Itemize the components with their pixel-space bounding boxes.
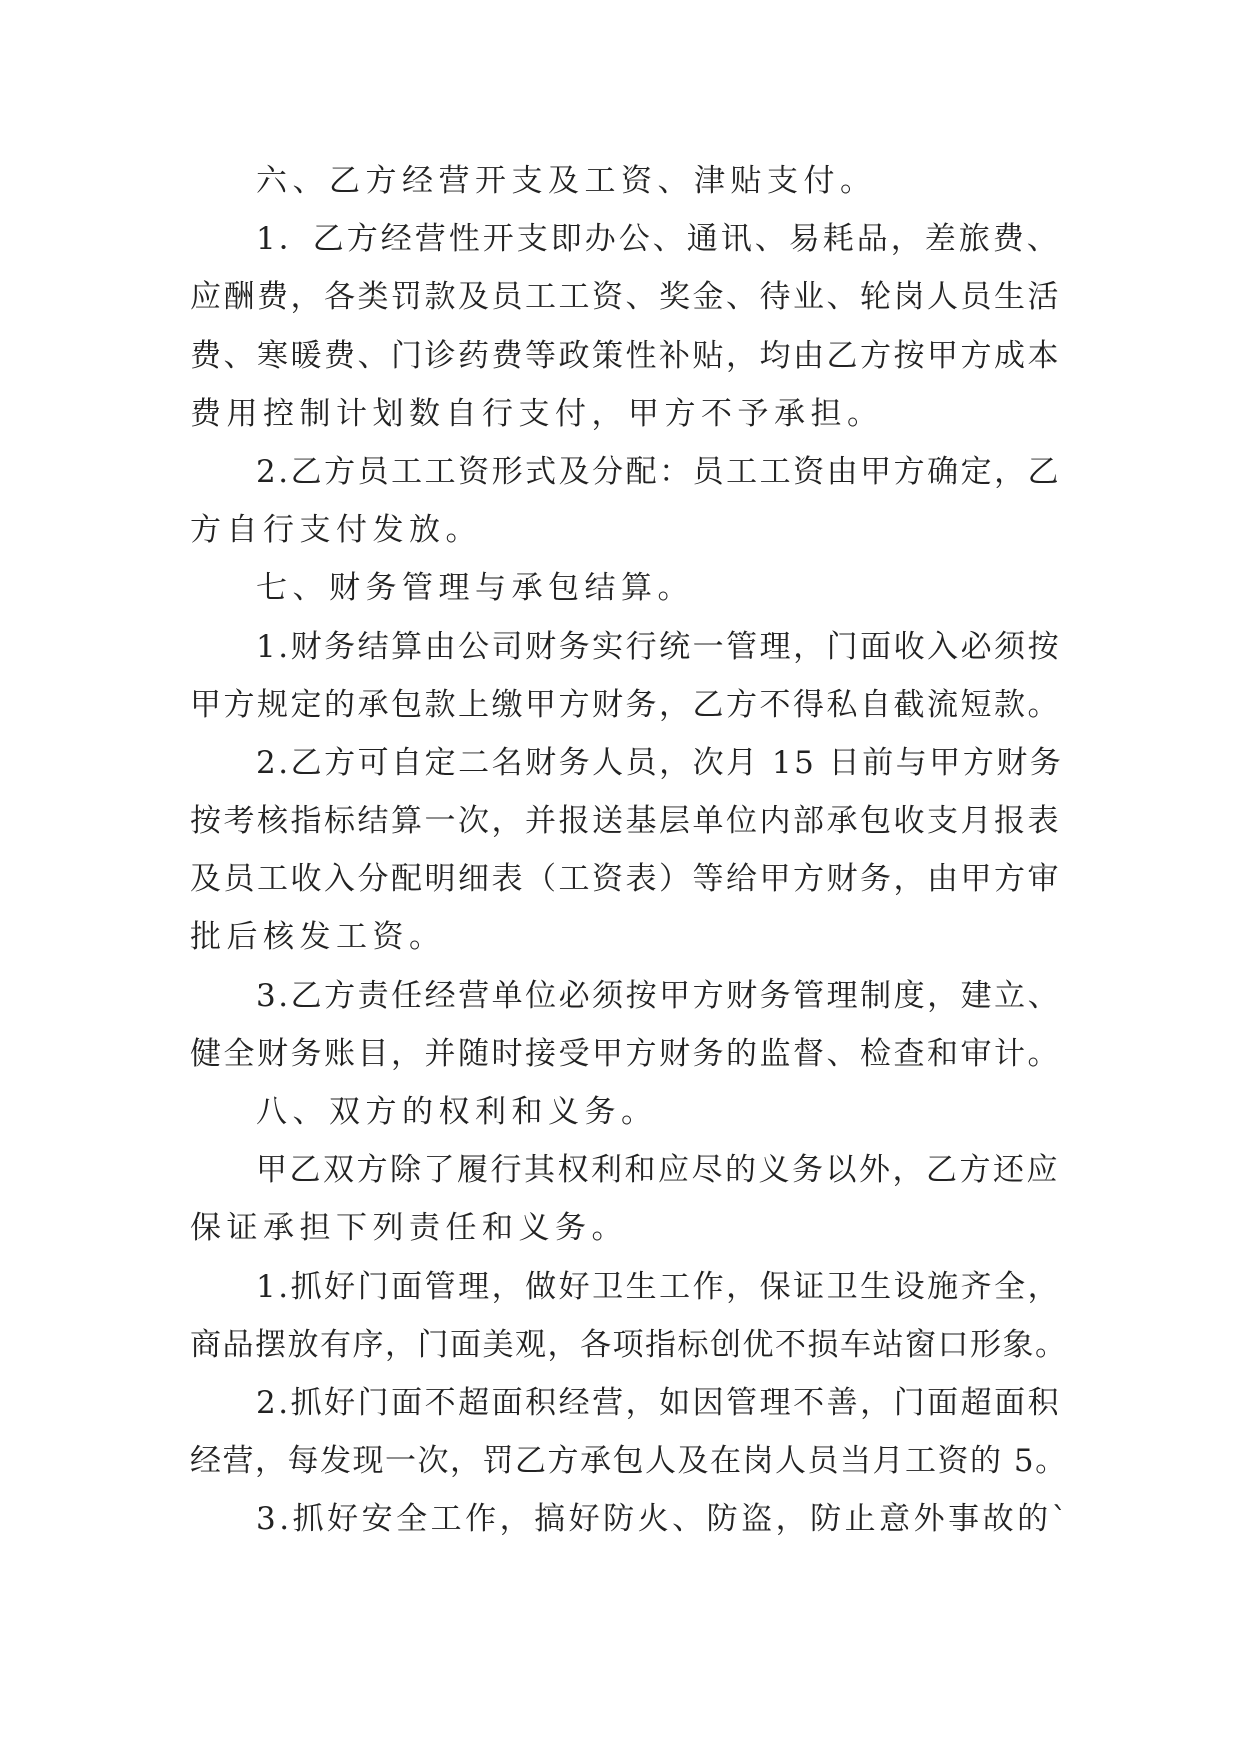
text-line: 按考核指标结算一次，并报送基层单位内部承包收支月报表 bbox=[190, 803, 1061, 840]
text-line: 商品摆放有序，门面美观，各项指标创优不损车站窗口形象。 bbox=[190, 1326, 1068, 1363]
text-line: 应酬费，各类罚款及员工工资、奖金、待业、轮岗人员生活 bbox=[190, 279, 1061, 316]
text-line: 及员工收入分配明细表（工资表）等给甲方财务，由甲方审 bbox=[190, 861, 1061, 898]
text-line: 健全财务账目，并随时接受甲方财务的监督、检查和审计。 bbox=[190, 1035, 1061, 1072]
text-line: 1.财务结算由公司财务实行统一管理，门面收入必须按 bbox=[256, 628, 1062, 665]
text-line: 方自行支付发放。 bbox=[190, 512, 482, 549]
text-line: 2.抓好门面不超面积经营，如因管理不善，门面超面积 bbox=[256, 1384, 1062, 1421]
text-line: 费、寒暖费、门诊药费等政策性补贴，均由乙方按甲方成本 bbox=[190, 337, 1061, 374]
text-line: 经营，每发现一次，罚乙方承包人及在岗人员当月工资的 5。 bbox=[190, 1443, 1068, 1480]
text-line: 3.乙方责任经营单位必须按甲方财务管理制度，建立、 bbox=[256, 977, 1062, 1014]
text-line: 六、乙方经营开支及工资、津贴支付。 bbox=[256, 163, 877, 199]
text-line: 3.抓好安全工作，搞好防火、防盗，防止意外事故的` bbox=[256, 1501, 1071, 1538]
text-line: 八、双方的权利和义务。 bbox=[256, 1094, 658, 1130]
text-line: 2.乙方员工工资形式及分配：员工工资由甲方确定，乙 bbox=[256, 453, 1062, 490]
text-line: 2.乙方可自定二名财务人员，次月 15 日前与甲方财务 bbox=[256, 744, 1064, 781]
text-line: 保证承担下列责任和义务。 bbox=[190, 1210, 628, 1247]
document-body bbox=[190, 152, 1070, 1549]
text-line: 费用控制计划数自行支付，甲方不予承担。 bbox=[190, 395, 884, 432]
text-line: 甲方规定的承包款上缴甲方财务，乙方不得私自截流短款。 bbox=[190, 686, 1061, 723]
text-line: 七、财务管理与承包结算。 bbox=[256, 570, 694, 607]
text-line: 甲乙双方除了履行其权利和应尽的义务以外，乙方还应 bbox=[256, 1152, 1060, 1189]
text-line: 1.抓好门面管理，做好卫生工作，保证卫生设施齐全， bbox=[256, 1268, 1062, 1305]
text-line: 1．乙方经营性开支即办公、通讯、易耗品，差旅费、 bbox=[256, 221, 1061, 258]
text-line: 批后核发工资。 bbox=[190, 919, 446, 956]
